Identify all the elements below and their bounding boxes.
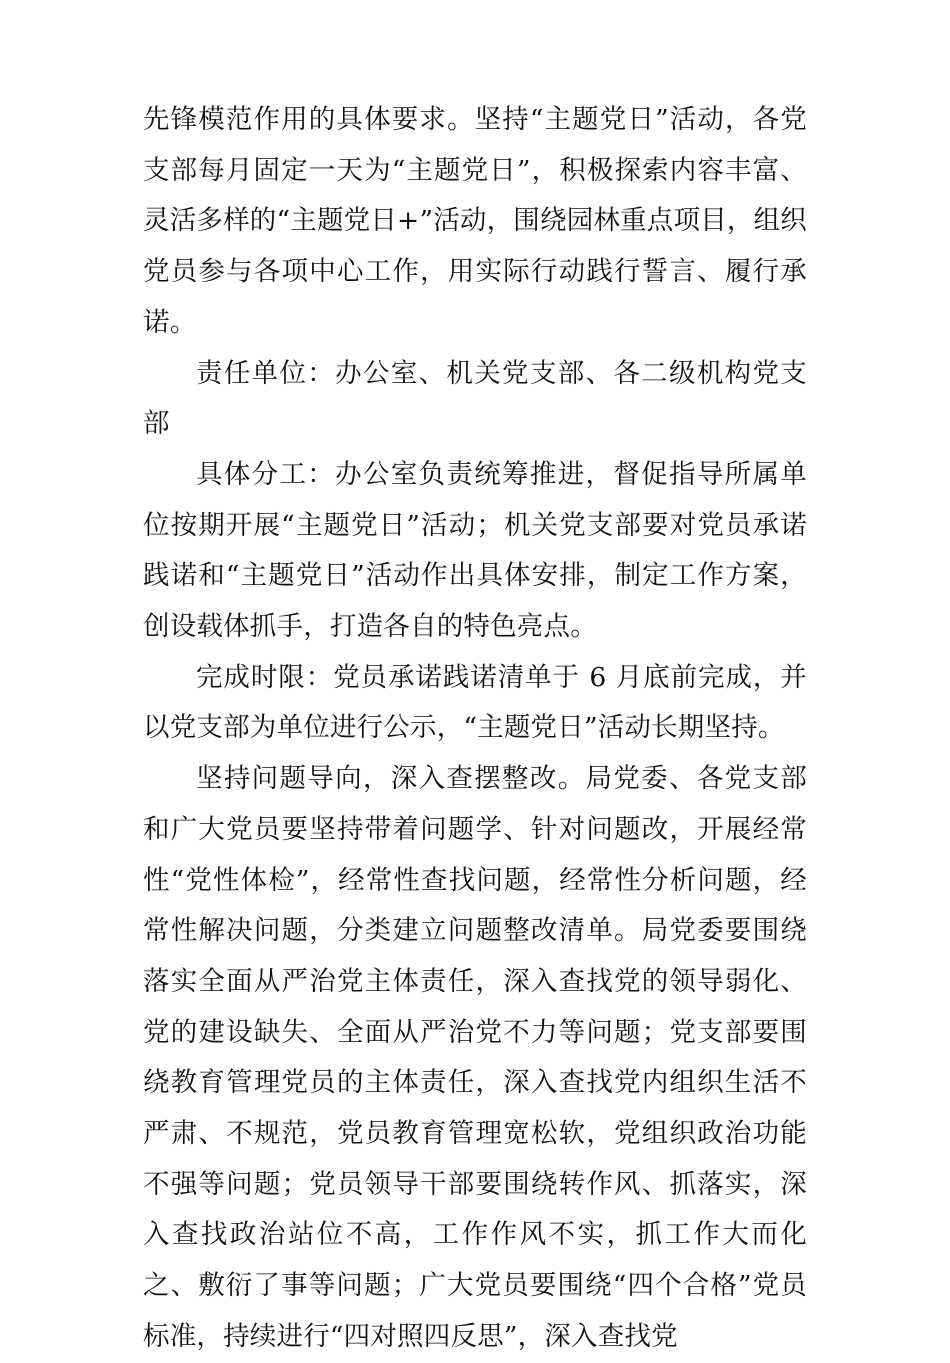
paragraph-problem-orientation: 坚持问题导向，深入查摆整改。局党委、各党支部和广大党员要坚持带着问题学、针对问题改，开展经常性“党性体检”，经常性查找问题，经常性分析问题，经常性解决问题，分类建立问题整改清单。局党委要围绕落实全面从严治党主体责任，深入查找党的领导弱化、党的建设缺失、全面从严治党不力等问题；党支部要围绕教育管理党员的主体责任，深入查找党内组织生活不严肃、不规范，党员教育管理宽松软，党组织政治功能不强等问题；党员领导干部要围绕转作风、抓落实，深入查找政治站位不高，工作作风不实，抓工作大而化之、敷衍了事等问题；广大党员要围绕“四个合格”党员标准，持续进行“四对照四反思”，深入查找党: [143, 763, 807, 1352]
paragraph-deadline: 完成时限：党员承诺践诺清单于 6 月底前完成，并以党支部为单位进行公示，“主题党日”活动长期坚持。: [143, 661, 807, 744]
paragraph-responsible-units: 责任单位：办公室、机关党支部、各二级机构党支部: [143, 357, 807, 440]
paragraph: 先锋模范作用的具体要求。坚持“主题党日”活动，各党支部每月固定一天为“主题党日”，积极探索内容丰富、灵活多样的“主题党日+”活动，围绕园林重点项目，组织党员参与各项中心工作，用实际行动践行誓言、履行承诺。: [143, 104, 807, 338]
document-body: [143, 95, 807, 1363]
paragraph-division-of-work: 具体分工：办公室负责统筹推进，督促指导所属单位按期开展“主题党日”活动；机关党支部要对党员承诺践诺和“主题党日”活动作出具体安排，制定工作方案，创设载体抓手，打造各自的特色亮点。: [143, 458, 807, 643]
